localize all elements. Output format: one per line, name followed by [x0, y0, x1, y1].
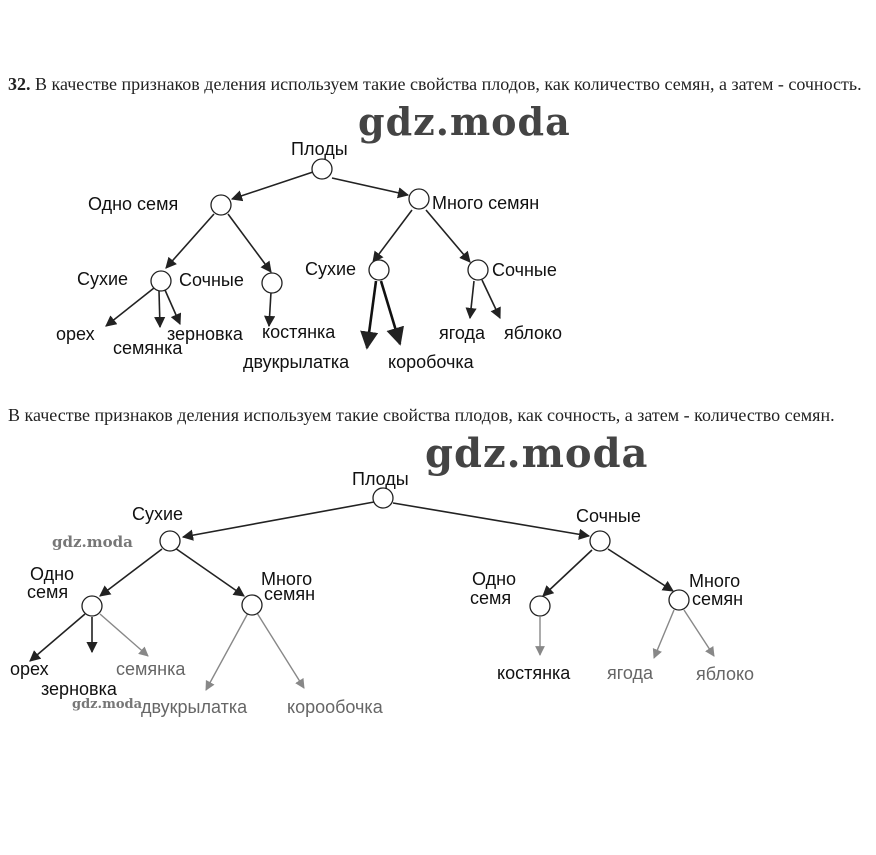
t1-edge-dry-korobochka: [381, 281, 400, 344]
t1-leaf-semyanka: семянка: [113, 338, 183, 358]
t1-node-one-seed: [211, 195, 231, 215]
t1-leaf-dvukrylatka: двукрылатка: [243, 352, 350, 372]
t1-edge-one-dry: [166, 214, 214, 268]
t1-leaf-zernovka: зерновка: [167, 324, 243, 344]
t2-label-one-seed-1b: семя: [27, 582, 69, 602]
t2-edge-many-korobochka: [257, 613, 304, 688]
t2-label-juicy: Сочные: [576, 506, 641, 526]
t2-node-many-seeds-2: [669, 590, 689, 610]
task-number: 32.: [8, 74, 31, 94]
t1-label-root: Плоды: [291, 139, 348, 159]
tree-2: [10, 469, 754, 717]
t2-edge-dry-one: [100, 549, 162, 596]
t2-label-many-seeds-2a: Много: [689, 571, 741, 591]
t1-edge-juicy-yabloko: [482, 280, 500, 318]
task-text-1: В качестве признаков деления используем такие свойства плодов, как количество семян, а затем - сочность.: [35, 74, 862, 94]
t2-node-many-seeds-1: [242, 595, 262, 615]
t2-node-juicy: [590, 531, 610, 551]
t2-leaf-kostyanka: костянка: [497, 663, 571, 683]
t1-edge-many-juicy: [426, 210, 470, 262]
t2-edge-root-dry: [183, 502, 374, 537]
t2-leaf-yagoda: ягода: [607, 663, 654, 683]
t1-label-dry-1: Сухие: [77, 269, 129, 289]
t2-edge-many-yagoda: [654, 610, 674, 658]
watermark-4: gdz.moda: [72, 697, 143, 712]
t2-label-one-seed-1a: Одно: [30, 564, 75, 584]
watermark-2: gdz.moda: [425, 430, 649, 477]
t2-leaf-semyanka: семянка: [116, 659, 186, 679]
t1-leaf-kostyanka: костянка: [262, 322, 336, 342]
t2-label-many-seeds-1a: Много: [261, 569, 313, 589]
task-text-2: В качестве признаков деления используем такие свойства плодов, как сочность, а затем - количество семян.: [8, 405, 835, 425]
t2-label-many-seeds-2b: семян: [692, 589, 744, 609]
t1-edge-one-juicy: [228, 214, 271, 272]
t1-node-dry-1: [151, 271, 171, 291]
t1-edge-root-many: [332, 178, 408, 195]
t1-edge-juicy-yagoda: [470, 281, 474, 318]
t1-leaf-yabloko: яблоко: [504, 323, 563, 343]
t1-label-one-seed: Одно семя: [88, 194, 179, 214]
t1-label-many-seeds: Много семян: [432, 193, 540, 213]
t1-label-dry-2: Сухие: [305, 259, 357, 279]
t1-node-dry-2: [369, 260, 389, 280]
t1-leaf-oreh: орех: [56, 324, 95, 344]
t2-leaf-yabloko: яблоко: [696, 664, 755, 684]
t2-edge-juicy-one: [543, 550, 592, 596]
t1-edge-root-one: [232, 172, 313, 199]
tree-1: [56, 139, 562, 372]
t1-leaf-korobochka: коробочка: [388, 352, 474, 372]
t2-edge-dry-many: [175, 548, 244, 596]
t2-edge-many-dvukrylatka: [206, 613, 248, 690]
t2-node-dry: [160, 531, 180, 551]
t2-node-one-seed-1: [82, 596, 102, 616]
t1-node-juicy-1: [262, 273, 282, 293]
watermark-1: gdz.moda: [358, 99, 571, 144]
t2-edge-juicy-many: [608, 549, 673, 591]
t1-label-juicy-2: Сочные: [492, 260, 557, 280]
t1-label-juicy-1: Сочные: [179, 270, 244, 290]
t2-label-one-seed-2a: Одно: [472, 569, 517, 589]
t1-edge-dry-semyanka: [159, 291, 160, 327]
t2-edge-one-semyanka: [100, 614, 148, 656]
t1-node-many-seeds: [409, 189, 429, 209]
t2-label-dry: Сухие: [132, 504, 184, 524]
t1-edge-dry-zernovka: [165, 290, 180, 324]
t2-label-root: Плоды: [352, 469, 409, 489]
t2-leaf-zernovka: зерновка: [41, 679, 117, 699]
t1-node-juicy-2: [468, 260, 488, 280]
t2-leaf-korobochka: корообочка: [287, 697, 383, 717]
t2-label-many-seeds-1b: семян: [264, 584, 316, 604]
t2-leaf-oreh: орех: [10, 659, 49, 679]
t1-node-root: [312, 159, 332, 179]
t2-leaf-dvukrylatka: двукрылатка: [141, 697, 248, 717]
t2-node-one-seed-2: [530, 596, 550, 616]
t1-leaf-yagoda: ягода: [439, 323, 486, 343]
t1-edge-dry-oreh: [106, 288, 154, 326]
t2-edge-one-oreh: [30, 614, 85, 661]
t2-edge-many-yabloko: [684, 610, 714, 656]
t2-edge-root-juicy: [393, 503, 589, 536]
t1-edge-juicy-kostyanka: [269, 292, 271, 326]
t2-node-root: [373, 488, 393, 508]
t1-edge-many-dry: [373, 210, 412, 262]
watermark-3: gdz.moda: [52, 533, 133, 551]
t2-label-one-seed-2b: семя: [470, 588, 512, 608]
t1-edge-dry-dvukrylatka: [367, 281, 376, 348]
